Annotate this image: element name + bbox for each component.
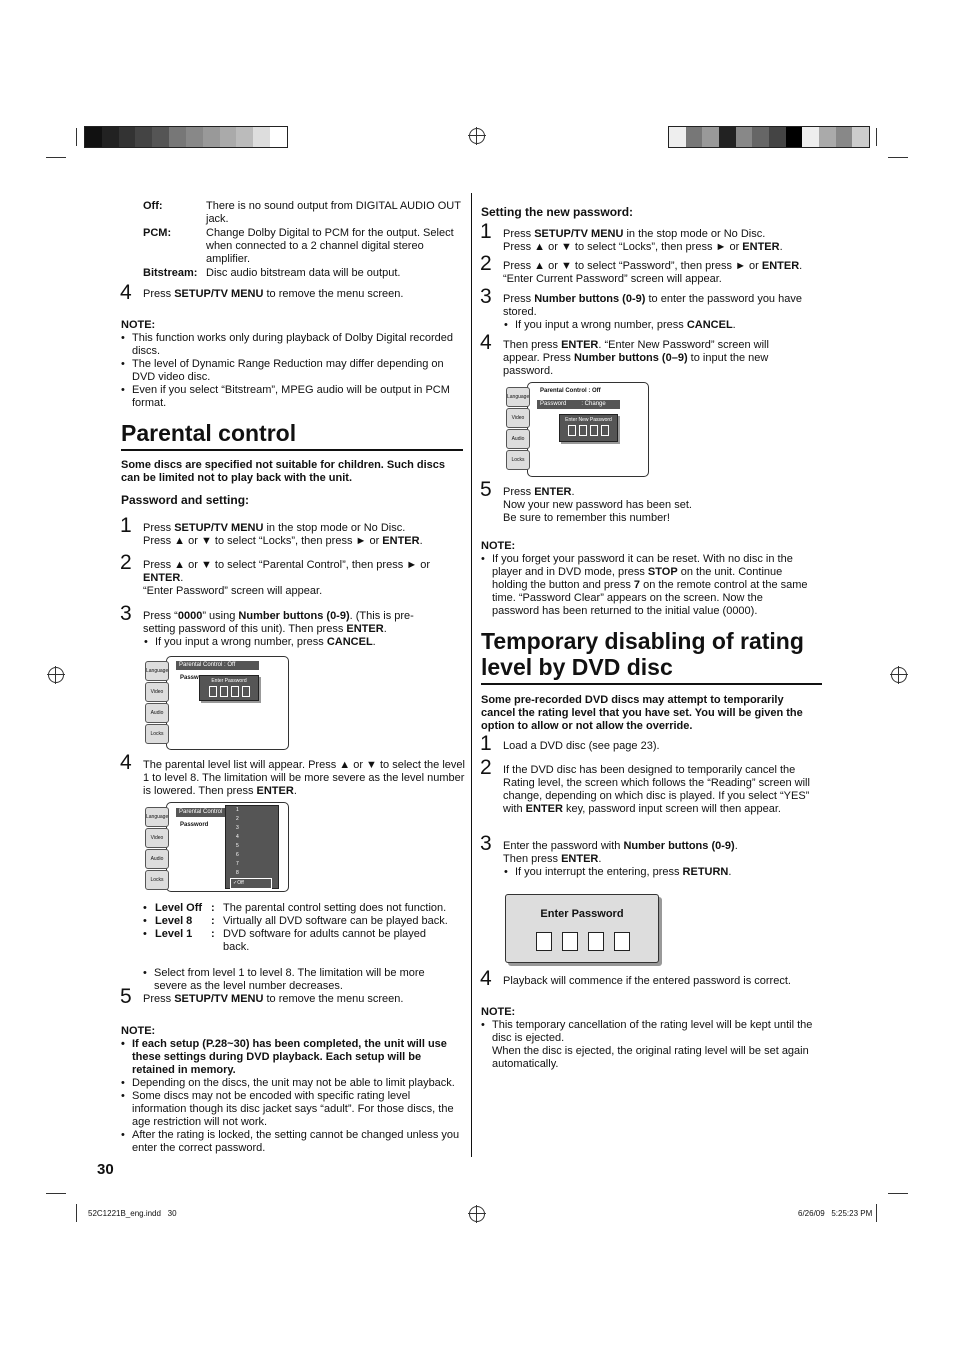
step-part: Then press [503, 339, 562, 351]
level-name: Level Off [155, 902, 203, 914]
title-rule [121, 449, 463, 451]
osd-password-label: Enter New Password [565, 417, 612, 423]
step-part: to input the new password. [503, 352, 769, 377]
note-item: • The level of Dynamic Range Reduction may differ depending on DVD video disc. [121, 358, 463, 384]
step-part: Press ▲ or ▼ to select “Locks”, then press ► or [143, 535, 383, 547]
note-item: • This function works only during playback of Dolby Digital recorded discs. [121, 332, 463, 358]
level-option: 2 [236, 816, 239, 822]
step-part: Press “ [143, 610, 178, 622]
note-heading: NOTE: [121, 1025, 156, 1037]
step-text [143, 559, 443, 598]
section-intro: Some discs are specified not suitable for children. Such discs can be limited not to play back with the unit. [121, 459, 445, 484]
crop-mark [76, 128, 77, 146]
osd-tab: Video [145, 828, 169, 848]
step-number: 1 [120, 514, 132, 537]
crop-mark [876, 1204, 877, 1222]
osd-enter-password-screen [146, 656, 289, 750]
step-part: “Enter Current Password” screen will appear. [503, 273, 722, 285]
audio-term: Bitstream: [143, 267, 198, 279]
note-key: 7 [633, 579, 641, 591]
enter-password-screen [505, 894, 659, 963]
step-key: SETUP/TV MENU [534, 228, 624, 240]
osd-password-box [559, 414, 618, 442]
step-part: . [372, 636, 376, 648]
step-key: ENTER [143, 572, 181, 584]
page-number: 30 [97, 1161, 114, 1178]
step-part: “Enter Password” screen will appear. [143, 585, 323, 597]
step-key: ENTER [525, 803, 563, 815]
step-sub-item [504, 866, 823, 879]
level-option: 6 [236, 852, 239, 858]
step-number: 2 [120, 551, 132, 574]
osd-header-bar: Password : Change [537, 400, 620, 409]
step-text [143, 288, 463, 301]
level-option: 3 [236, 825, 239, 831]
step-part: Enter the password with [503, 840, 624, 852]
level-off-label: Off [237, 880, 244, 886]
section-intro: Some pre-recorded DVD discs may attempt to temporarily cancel the rating level that you have set. You will be given the option to allow or not allow the override. [481, 694, 803, 732]
step-key: SETUP/TV MENU [174, 288, 264, 300]
color-bar-left [84, 126, 288, 148]
registration-mark-icon [48, 667, 64, 683]
osd-tab: Language [145, 807, 169, 827]
step-part: key, password input screen will then appear. [562, 803, 781, 815]
step-part: to enter the password you have stored. [503, 293, 802, 318]
note-part: on the remote control at the same time. “Password Clear” appears on the screen. Now the password has been returned to the initial value (0000). [492, 579, 808, 617]
step-number: 4 [480, 967, 492, 990]
step-part: The parental level list will appear. Press ▲ or ▼ to select the level 1 to level 8. The limitation will be more severe as the level number is lowered. Then press [143, 759, 465, 797]
note-item: • Depending on the discs, the unit may not be able to limit playback. [121, 1077, 461, 1090]
note-item [481, 1019, 816, 1071]
step-key: RETURN [682, 866, 729, 878]
step-key: ENTER [534, 486, 572, 498]
subheading: Setting the new password: [481, 205, 634, 219]
step-part: . [571, 486, 575, 498]
osd-tab: Audio [145, 703, 169, 723]
step-part: . (This is pre-setting password of this unit). Then press [143, 610, 414, 635]
password-digits [560, 425, 617, 436]
step-part: Now your new password has been set. [503, 499, 692, 511]
level-option: 4 [236, 834, 239, 840]
step-number: 3 [480, 285, 492, 308]
level-option: 1 [236, 807, 239, 813]
step-part: ” using [202, 610, 239, 622]
step-part: . [732, 319, 736, 331]
step-part: to remove the menu screen. [263, 288, 404, 300]
osd-level-list [225, 805, 279, 889]
step-text [503, 260, 823, 286]
step-part: . [799, 260, 803, 272]
step-part: to remove the menu screen. [263, 993, 404, 1005]
osd-header: Parental Control : Off [540, 388, 601, 394]
crop-mark [876, 128, 877, 146]
step-text [503, 486, 823, 525]
note-heading: NOTE: [121, 319, 156, 331]
step-part: Press ▲ or ▼ to select “Password”, then press ► or [503, 260, 762, 272]
step-key: ENTER [346, 623, 384, 635]
note-block [481, 540, 811, 618]
level-descriptions: • Level Off : The parental control setting does not function. • Level 8 : Virtually all DVD software can be played back. • Level 1 : DVD software for adults cannot be played back. • Select from level 1 to level 8. The limitation will be more severe as the level number decreases. [143, 902, 465, 993]
osd-tab: Language [506, 387, 530, 407]
step-part: . [728, 866, 732, 878]
step-key: ENTER [256, 785, 294, 797]
note-block [121, 319, 463, 410]
osd-tab: Audio [506, 429, 530, 449]
step-key: ENTER [561, 339, 599, 351]
note-part: When the disc is ejected, the original rating level will be set again automatically. [492, 1045, 809, 1070]
section-title-line: level by DVD disc [481, 654, 673, 680]
step-sub-item [144, 636, 438, 649]
level-name: Level 8 [155, 915, 193, 927]
step-text [143, 759, 465, 798]
crop-mark [46, 1193, 66, 1194]
step-key: Number buttons (0–9) [573, 352, 688, 364]
osd-password-box [199, 675, 259, 701]
osd-header-bar: Parental Control [176, 808, 229, 817]
step-part: . “Enter New Password” screen will appear. Press [503, 339, 769, 364]
footer-file: 52C1221B_eng.indd 30 [88, 1209, 177, 1218]
level-note: • Select from level 1 to level 8. The limitation will be more severe as the level number decreases. [143, 967, 465, 993]
step-part: If you interrupt the entering, press [515, 866, 683, 878]
step-number: 4 [120, 751, 132, 774]
step-key: ENTER [382, 535, 420, 547]
step-sub-item [504, 319, 823, 332]
step-part: Press [503, 486, 535, 498]
step-key: SETUP/TV MENU [174, 993, 264, 1005]
registration-mark-icon [469, 128, 485, 144]
color-bar-right [668, 126, 870, 148]
note-part: If you forget your password it can be reset. With no disc in the player and in DVD mode, press [492, 553, 793, 578]
level-option: 7 [236, 861, 239, 867]
note-item: • Some discs may not be encoded with specific rating level information though its disc jacket says “adult”. For those discs, the age restriction will not work. [121, 1090, 461, 1129]
level-option-selected [230, 878, 272, 889]
note-item: • After the rating is locked, the setting cannot be changed unless you enter the correct password. [121, 1129, 461, 1155]
note-heading: NOTE: [481, 1006, 516, 1018]
note-item [481, 553, 811, 618]
column-divider [471, 193, 472, 1157]
step-number: 2 [480, 252, 492, 275]
section-title-line: Temporary disabling of rating [481, 628, 804, 654]
step-part: . [293, 785, 297, 797]
step-text [503, 339, 808, 378]
step-part: Press [143, 993, 175, 1005]
step-part: If you input a wrong number, press [155, 636, 327, 648]
step-part: Press ▲ or ▼ to select “Parental Control”, then press ► or [143, 559, 430, 571]
osd-tab: Language [145, 661, 169, 681]
step-part: Press [143, 522, 175, 534]
crop-mark [46, 157, 66, 158]
step-key: CANCEL [326, 636, 373, 648]
level-desc: DVD software for adults cannot be played back. [223, 928, 427, 953]
osd-tab: Video [506, 408, 530, 428]
audio-desc: Change Dolby Digital to PCM for the output. Select when connected to a 2 channel digital stereo amplifier. [206, 227, 454, 265]
step-part: . [383, 623, 387, 635]
step-key: ENTER [561, 853, 599, 865]
step-text [143, 610, 438, 649]
note-block [121, 1025, 461, 1155]
step-key: Number buttons (0-9) [534, 293, 646, 305]
step-text [143, 522, 463, 548]
step-text: Playback will commence if the entered password is correct. [503, 975, 791, 987]
step-part: Press [143, 288, 175, 300]
enter-password-label: Enter Password [540, 908, 624, 920]
step-key: CANCEL [686, 319, 733, 331]
step-part: Then press [503, 853, 562, 865]
step-key: SETUP/TV MENU [174, 522, 264, 534]
step-number: 4 [120, 281, 132, 304]
note-part: on the unit. Continue holding the button and press [492, 566, 783, 591]
level-desc: The parental control setting does not function. [223, 902, 447, 914]
note-block [481, 1006, 816, 1071]
level-colon: : [211, 928, 215, 940]
check-icon: ✓ [233, 880, 238, 886]
step-part: . [734, 840, 738, 852]
step-text [503, 293, 823, 332]
step-part: If you input a wrong number, press [515, 319, 687, 331]
step-part: in the stop mode or No Disc. [263, 522, 406, 534]
registration-mark-icon [891, 667, 907, 683]
step-text [503, 228, 823, 254]
section-title: Parental control [121, 420, 297, 446]
registration-mark-icon [469, 1206, 485, 1222]
step-part: . [598, 853, 602, 865]
level-colon: : [211, 902, 215, 914]
audio-desc: Disc audio bitstream data will be output. [206, 267, 401, 279]
step-text [143, 993, 463, 1006]
step-key: ENTER [761, 260, 800, 272]
step-number: 3 [120, 602, 132, 625]
footer-date: 6/26/09 5:25:23 PM [798, 1209, 873, 1218]
note-part: This temporary cancellation of the rating level will be kept until the disc is ejected. [492, 1019, 813, 1044]
step-key: Number buttons (0-9) [238, 610, 350, 622]
step-part: Press ▲ or ▼ to select “Locks”, then press ► or [503, 241, 743, 253]
step-part: . [779, 241, 783, 253]
osd-tab: Audio [145, 849, 169, 869]
subheading: Password and setting: [121, 493, 250, 507]
osd-tab: Locks [506, 450, 530, 470]
level-colon: : [211, 915, 215, 927]
osd-header-bar: Parental Control : Off [176, 661, 259, 670]
step-part: Press [503, 228, 535, 240]
step-key: ENTER [742, 241, 780, 253]
section-title [481, 628, 804, 680]
crop-mark [888, 1193, 908, 1194]
step-key: Number buttons (0-9) [623, 840, 735, 852]
step-text [503, 840, 823, 879]
password-digits [200, 686, 258, 697]
step-number: 1 [480, 732, 492, 755]
step-number: 2 [480, 756, 492, 779]
step-text [503, 764, 815, 816]
step-number: 5 [120, 985, 132, 1008]
step-part: in the stop mode or No Disc. [623, 228, 766, 240]
step-key: 0000 [177, 610, 203, 622]
level-option: 5 [236, 843, 239, 849]
step-number: 3 [480, 832, 492, 855]
osd-tab: Video [145, 682, 169, 702]
crop-mark [888, 157, 908, 158]
note-item: • Even if you select “Bitstream”, MPEG audio will be output in PCM format. [121, 384, 463, 410]
title-rule [481, 683, 822, 685]
step-part: Be sure to remember this number! [503, 512, 670, 524]
audio-options [143, 200, 463, 280]
osd-row-label: Passw [180, 675, 199, 681]
step-part: If the DVD disc has been designed to temporarily cancel the Rating level, the screen which follows the “Reading” screen will change, depending on which disc is played. If you select “YES” with [503, 764, 810, 815]
osd-password-label: Enter Password [211, 678, 247, 684]
osd-tab: Locks [145, 870, 169, 890]
osd-tab: Locks [145, 724, 169, 744]
password-digits [536, 932, 630, 951]
crop-mark [76, 1204, 77, 1222]
step-part: . [419, 535, 423, 547]
level-name: Level 1 [155, 928, 193, 940]
note-key: STOP [647, 566, 678, 578]
osd-new-password-screen [507, 382, 649, 477]
step-text: Load a DVD disc (see page 23). [503, 740, 660, 752]
step-part: Press [503, 293, 535, 305]
step-number: 1 [480, 220, 492, 243]
osd-row-label: Password [180, 822, 209, 828]
step-part: . [180, 572, 184, 584]
step-number: 4 [480, 331, 492, 354]
audio-desc: There is no sound output from DIGITAL AUDIO OUT jack. [206, 200, 461, 225]
audio-term: Off: [143, 200, 163, 212]
osd-parental-level-screen [146, 802, 289, 892]
level-option: 8 [236, 870, 239, 876]
note-item-bold: • If each setup (P.28~30) has been completed, the unit will use these settings during DVD playback. Each setup will be retained in memory. [121, 1038, 461, 1077]
note-heading: NOTE: [481, 540, 516, 552]
level-desc: Virtually all DVD software can be played back. [223, 915, 448, 927]
step-number: 5 [480, 478, 492, 501]
audio-term: PCM: [143, 227, 172, 239]
